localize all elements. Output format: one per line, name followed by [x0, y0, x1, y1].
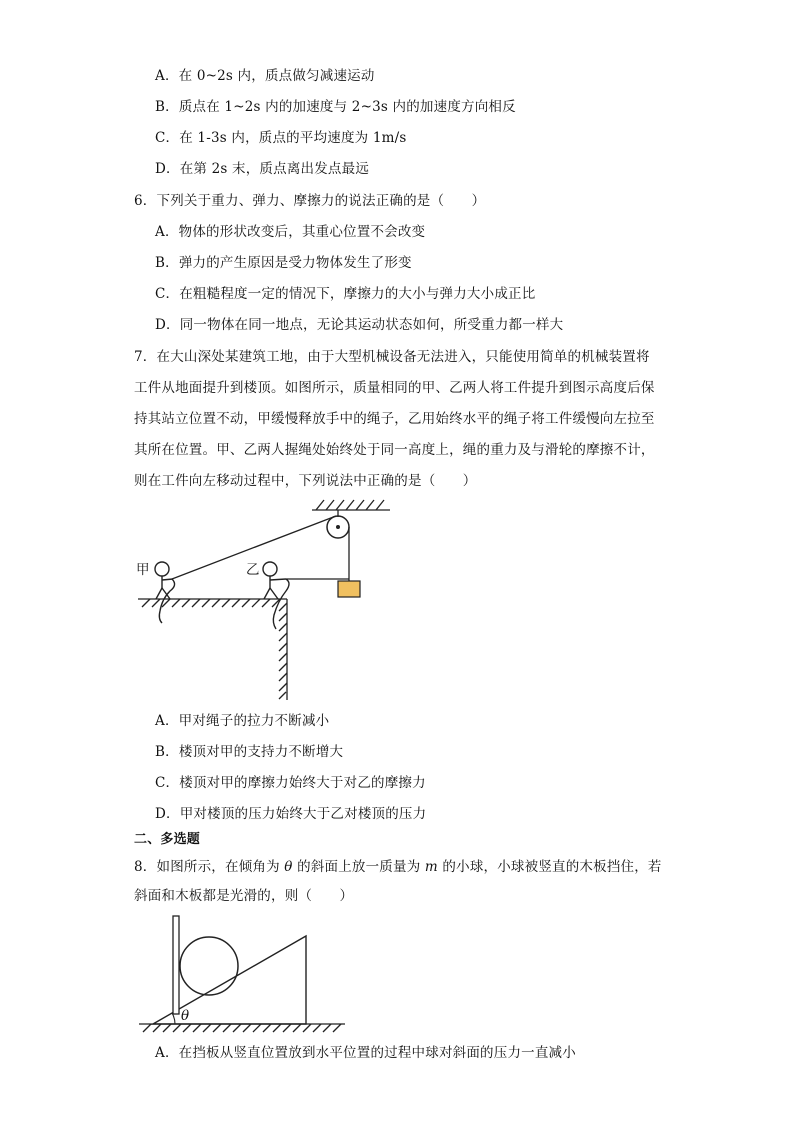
q8-stem-part-a: 8．如图所示，在倾角为	[134, 859, 285, 875]
ceiling-hatch	[312, 500, 390, 510]
q7-stem-line-3: 持其站立位置不动，甲缓慢释放手中的绳子，乙用始终水平的绳子将工件缓慢向左拉至	[134, 411, 655, 427]
q5-option-b: B．质点在 1~2s 内的加速度与 2~3s 内的加速度方向相反	[155, 99, 516, 115]
q6-option-b: B．弹力的产生原因是受力物体发生了形变	[155, 255, 412, 271]
person-jia	[155, 562, 175, 623]
q8-stem-part-c: 的小球，小球被竖直的木板挡住，若	[437, 859, 662, 875]
q7-option-d: D．甲对楼顶的压力始终大于乙对楼顶的压力	[155, 806, 427, 822]
ground-hatch	[139, 1024, 345, 1032]
q7-stem-line-1: 7．在大山深处某建筑工地，由于大型机械设备无法进入，只能使用简单的机械装置将	[134, 349, 650, 365]
person-yi	[263, 562, 289, 629]
q6-stem: 6．下列关于重力、弹力、摩擦力的说法正确的是（ ）	[134, 193, 486, 209]
theta-label: θ	[181, 1008, 190, 1024]
q5-option-d: D．在第 2s 末，质点离出发点最远	[155, 161, 370, 177]
q7-figure	[120, 495, 420, 705]
rooftop	[138, 599, 287, 700]
q5-option-a: A．在 0~2s 内，质点做匀减速运动	[155, 68, 375, 84]
mass-symbol: m	[424, 859, 438, 875]
label-jia: 甲	[136, 562, 150, 578]
q7-option-c: C．楼顶对甲的摩擦力始终大于对乙的摩擦力	[155, 775, 426, 791]
label-yi: 乙	[246, 562, 260, 578]
pulley-axle	[336, 525, 340, 529]
q8-option-a: A．在挡板从竖直位置放到水平位置的过程中球对斜面的压力一直减小	[155, 1045, 576, 1061]
q5-option-c: C．在 1-3s 内，质点的平均速度为 1m/s	[155, 130, 407, 146]
q6-option-d: D．同一物体在同一地点，无论其运动状态如何，所受重力都一样大	[155, 317, 564, 333]
q7-stem-line-4: 其所在位置。甲、乙两人握绳处始终处于同一高度上，绳的重力及与滑轮的摩擦不计，	[134, 442, 655, 458]
q7-option-a: A．甲对绳子的拉力不断减小	[155, 713, 330, 729]
workpiece-block	[338, 581, 360, 597]
ball	[180, 937, 238, 995]
q8-figure	[135, 912, 350, 1037]
q8-stem-line-1	[134, 857, 662, 877]
section-title: 二、多选题	[134, 832, 201, 847]
q8-stem-part-b: 的斜面上放一质量为	[292, 859, 425, 875]
q7-stem-line-2: 工件从地面提升到楼顶。如图所示，质量相同的甲、乙两人将工件提升到图示高度后保	[134, 380, 655, 396]
q7-option-b: B．楼顶对甲的支持力不断增大	[155, 744, 344, 760]
angle-arc	[172, 1013, 175, 1024]
vertical-board	[173, 916, 179, 1014]
q7-stem-line-5: 则在工件向左移动过程中，下列说法中正确的是（ ）	[134, 473, 477, 489]
q6-option-c: C．在粗糙程度一定的情况下，摩擦力的大小与弹力大小成正比	[155, 286, 536, 302]
q6-option-a: A．物体的形状改变后，其重心位置不会改变	[155, 224, 426, 240]
q8-stem-line-2: 斜面和木板都是光滑的，则（ ）	[134, 888, 354, 904]
theta-symbol: θ	[284, 859, 293, 875]
